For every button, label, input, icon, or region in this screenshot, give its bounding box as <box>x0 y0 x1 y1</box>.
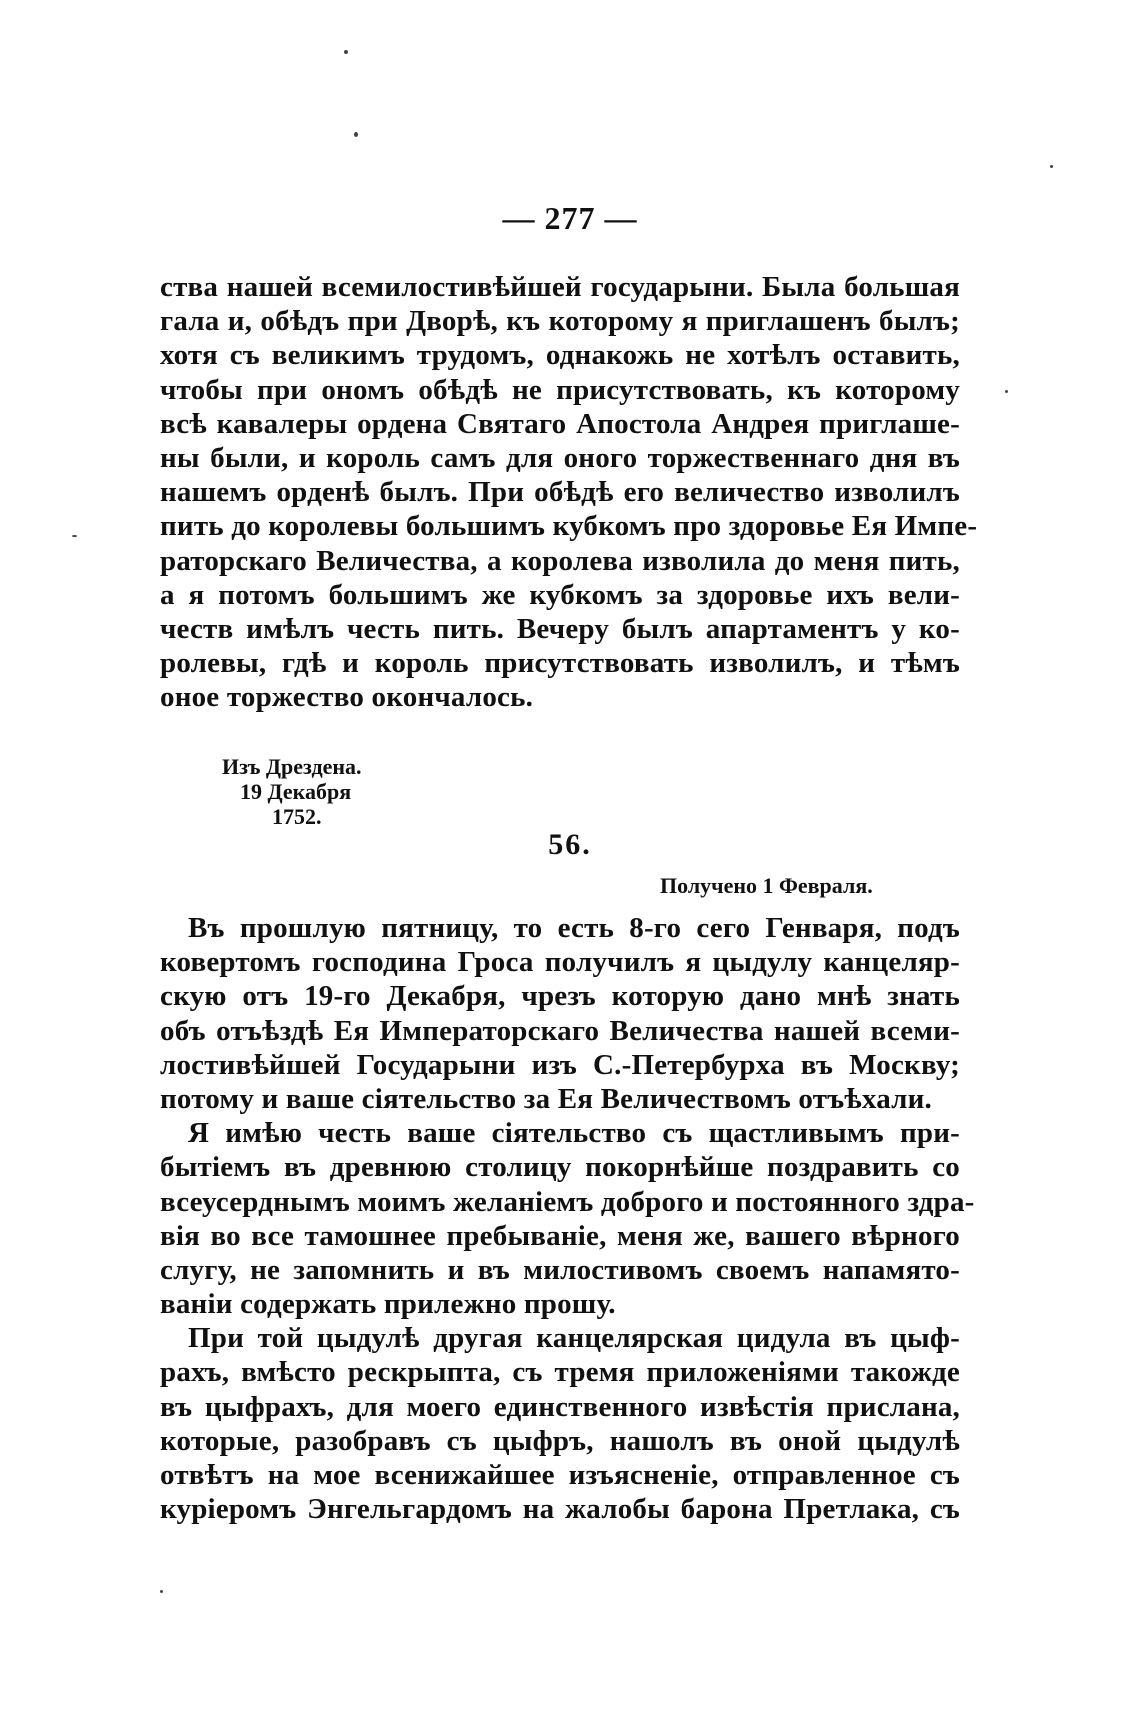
scan-speck <box>72 535 77 537</box>
text-line: ства нашей всемилостивѣйшей государыни. Была большая <box>160 271 960 303</box>
scan-speck <box>344 50 348 54</box>
text-line: въ цыфрахъ, для моего единственного извѣстія прислана, <box>160 1390 960 1423</box>
text-line: а я потомъ большимъ же кубкомъ за здоровье ихъ вели- <box>160 578 960 611</box>
received-note: Получено 1 Февраля. <box>660 873 873 898</box>
scan-speck <box>160 1590 163 1593</box>
scan-speck <box>1050 165 1053 168</box>
text-line: оное торжество окончалось. <box>160 681 534 714</box>
text-line: ролевы, гдѣ и король присутствовать изволилъ, и тѣмъ <box>160 647 960 680</box>
text-line: скую отъ 19-го Декабря, чрезъ которую дано мнѣ знать <box>160 980 960 1013</box>
text-line: лостивѣйшей Государыни изъ С.-Петербурха въ Москву; <box>160 1048 960 1081</box>
text-line: которые, разобравъ съ цыфръ, нашолъ въ оной цыдулѣ <box>160 1424 960 1457</box>
letter-number: 56. <box>548 828 592 861</box>
dateline-day: 19 Декабря <box>240 779 352 804</box>
text-line: честв имѣлъ честь пить. Вечеру былъ апартаментъ у ко- <box>160 612 960 645</box>
text-line: всеусерднымъ моимъ желаніемъ доброго и постоянного здра- <box>160 1185 975 1218</box>
letter-body <box>160 911 975 1526</box>
text-line: пить до королевы большимъ кубкомъ про здоровье Ея Импе- <box>160 510 978 543</box>
text-line: нашемъ орденѣ былъ. При обѣдѣ его величество изволилъ <box>160 476 960 509</box>
page-number: — 277 — <box>502 200 638 236</box>
text-line: хотя съ великимъ трудомъ, однакожь не хотѣлъ оставить, <box>160 339 960 372</box>
dateline-year: 1752. <box>272 804 322 829</box>
text-line: Въ прошлую пятницу, то есть 8-го сего Генваря, подъ <box>188 912 960 944</box>
text-line: всѣ кавалеры ордена Святаго Апостола Андрея приглаше- <box>160 407 960 440</box>
text-line: куріеромъ Энгельгардомъ на жалобы барона Претлака, съ <box>160 1493 960 1526</box>
dateline-place: Изъ Дрездена. <box>222 754 362 779</box>
scan-speck <box>1005 390 1008 393</box>
scan-speck <box>354 132 358 137</box>
text-line: ковертомъ господина Гроса получилъ я цыдулу канцеляр- <box>160 946 960 979</box>
text-line: потому и ваше сіятельство за Ея Величествомъ отъѣхали. <box>160 1082 933 1115</box>
text-line: чтобы при ономъ обѣдѣ не присутствовать, къ которому <box>160 373 960 406</box>
text-line: бытіемъ въ древнюю столицу покорнѣйше поздравить со <box>160 1151 960 1184</box>
text-line: При той цыдулѣ другая канцелярская цидула въ цыф- <box>188 1322 960 1355</box>
paragraph-continuation <box>160 270 978 714</box>
text-line: гала и, обѣдъ при Дворѣ, къ которому я приглашенъ былъ; <box>160 305 960 338</box>
text-line: ны были, и король самъ для оного торжественнаго дня въ <box>160 441 960 474</box>
text-line: объ отъѣздѣ Ея Императорскаго Величества нашей всеми- <box>160 1014 960 1047</box>
text-line: раторскаго Величества, а королева изволила до меня пить, <box>160 544 960 577</box>
text-line: Я имѣю честь ваше сіятельство съ щастливымъ при- <box>188 1117 960 1150</box>
text-line: слугу, не запомнить и въ милостивомъ своемъ напамято- <box>160 1253 960 1286</box>
text-line: ваніи содержать прилежно прошу. <box>160 1288 616 1321</box>
text-line: отвѣтъ на мое всенижайшее изъясненіе, отправленное съ <box>160 1459 960 1491</box>
text-line: вія во все тамошнее пребываніе, меня же, вашего вѣрного <box>160 1219 960 1252</box>
text-line: рахъ, вмѣсто рескрыпта, съ тремя приложеніями такожде <box>160 1356 960 1389</box>
